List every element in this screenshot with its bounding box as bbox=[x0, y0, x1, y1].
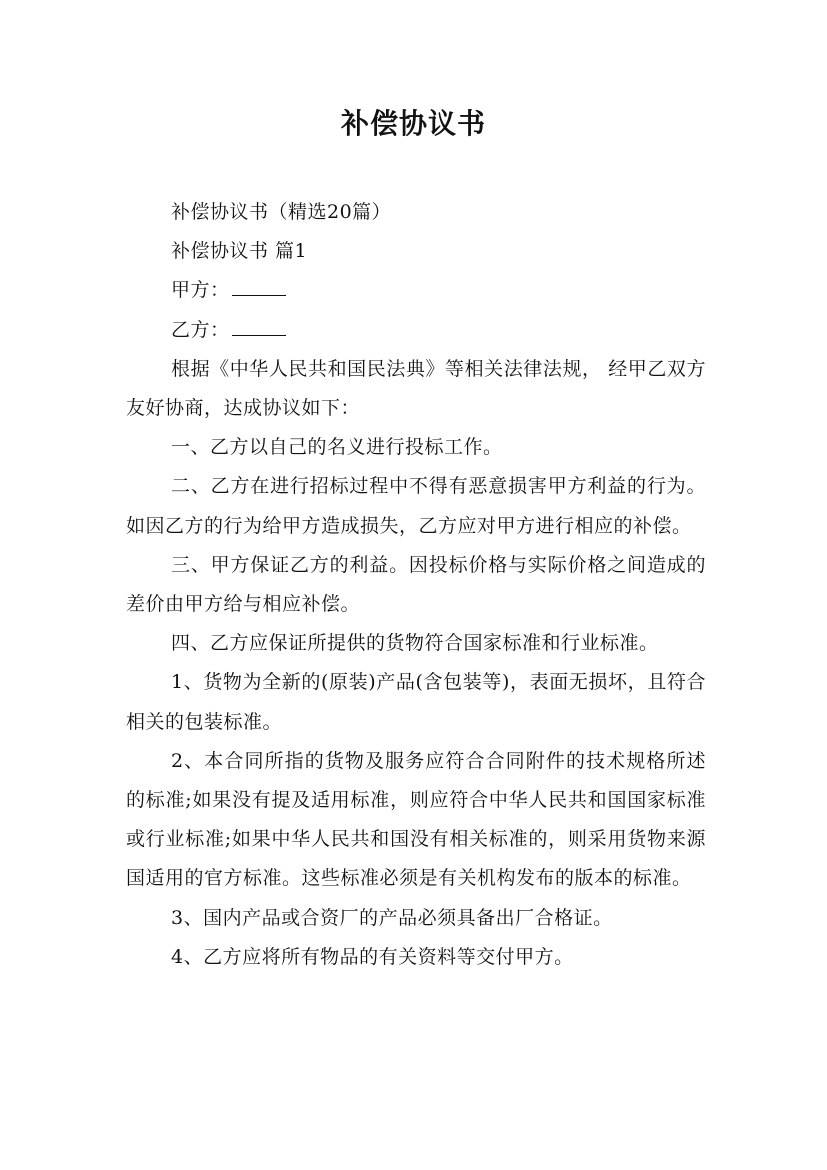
paragraph-preamble: 根据《中华人民共和国民法典》等相关法律法规， 经甲乙双方友好协商，达成协议如下： bbox=[126, 357, 706, 420]
paragraph-item-4: 4、乙方应将所有物品的有关资料等交付甲方。 bbox=[171, 945, 574, 968]
party-a-line bbox=[126, 271, 706, 310]
party-a-blank bbox=[232, 277, 286, 296]
paragraph-item-2: 2、本合同所指的货物及服务应符合合同附件的技术规格所述的标准;如果没有提及适用标准，则应符合中华人民共和国国家标准或行业标准;如果中华人民共和国没有相关标准的，则采用货物来源国适用的官方标准。这些标准必须是有关机构发布的版本的标准。 bbox=[126, 749, 706, 890]
party-a-label: 甲方： bbox=[171, 279, 230, 302]
document-body bbox=[126, 193, 706, 977]
paragraph-clause-3: 三、甲方保证乙方的利益。因投标价格与实际价格之间造成的差价由甲方给与相应补偿。 bbox=[126, 553, 706, 616]
paragraph-clause-2: 二、乙方在进行招标过程中不得有恶意损害甲方利益的行为。如因乙方的行为给甲方造成损失，乙方应对甲方进行相应的补偿。 bbox=[126, 475, 706, 537]
paragraph-item-1: 1、货物为全新的(原装)产品(含包装等)，表面无损坏，且符合相关的包装标准。 bbox=[126, 671, 706, 733]
paragraph-clause-1: 一、乙方以自己的名义进行投标工作。 bbox=[171, 436, 503, 459]
party-b-blank bbox=[232, 317, 286, 336]
document-title: 补偿协议书 bbox=[340, 107, 486, 140]
paragraph-clause-4: 四、乙方应保证所提供的货物符合国家标准和行业标准。 bbox=[171, 632, 659, 655]
party-b-label: 乙方： bbox=[171, 318, 230, 341]
party-b-line bbox=[126, 311, 706, 350]
paragraph-item-3: 3、国内产品或合资厂的产品必须具备出厂合格证。 bbox=[171, 906, 613, 929]
section-heading: 补偿协议书 篇1 bbox=[171, 240, 308, 263]
subtitle: 补偿协议书（精选20篇） bbox=[171, 201, 392, 223]
